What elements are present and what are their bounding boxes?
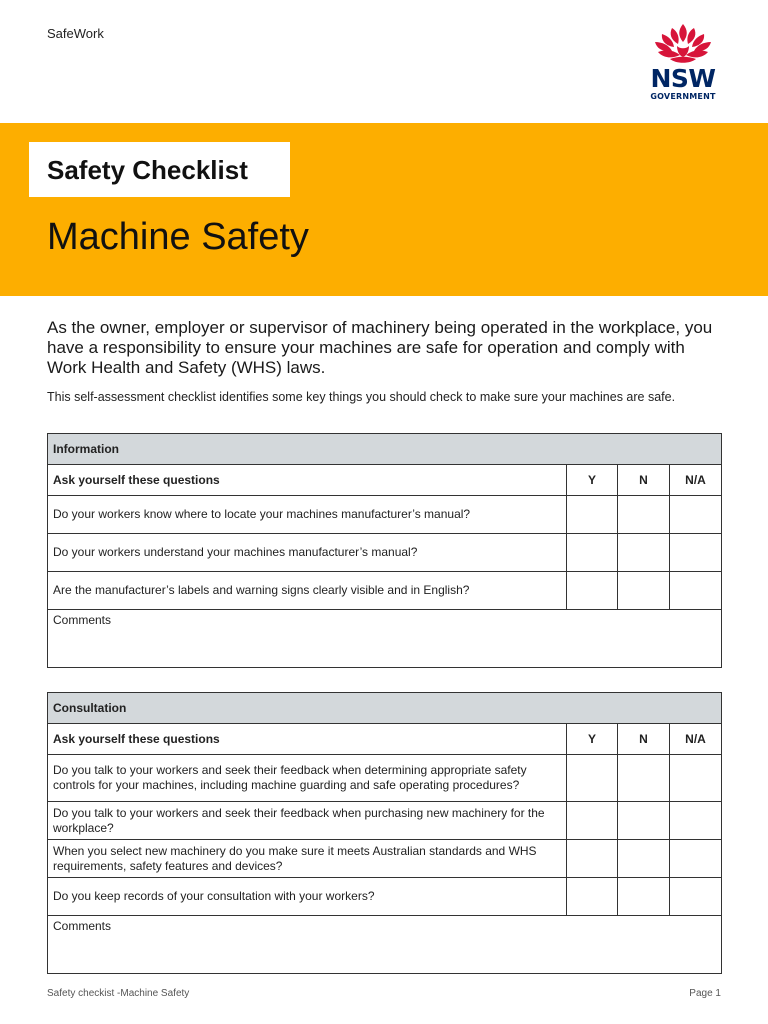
- nsw-government-logo: [644, 22, 722, 104]
- section-title: Consultation: [48, 693, 722, 724]
- answer-yes-cell[interactable]: [567, 840, 618, 878]
- consultation-checklist-table: [47, 692, 722, 974]
- waratah-icon: [644, 22, 722, 68]
- question-text: Do you talk to your workers and seek their feedback when determining appropriate safety controls for your machines, including machine guarding and safe operating procedures?: [48, 755, 567, 802]
- answer-no-cell[interactable]: [618, 802, 670, 840]
- col-na-header: N/A: [670, 724, 722, 755]
- answer-yes-cell[interactable]: [567, 496, 618, 534]
- comments-field[interactable]: [48, 916, 722, 974]
- col-no-header: N: [618, 724, 670, 755]
- question-text: When you select new machinery do you make sure it meets Australian standards and WHS requirements, safety features and devices?: [48, 840, 567, 878]
- intro-sub: This self-assessment checklist identifies some key things you should check to make sure your machines are safe.: [47, 390, 676, 404]
- document-type-tag: Safety Checklist: [29, 142, 290, 197]
- answer-na-cell[interactable]: [670, 840, 722, 878]
- questions-header: Ask yourself these questions: [48, 465, 567, 496]
- question-text: Do your workers understand your machines manufacturer’s manual?: [48, 534, 567, 572]
- title-banner: [0, 123, 768, 296]
- logo-government-text: GOVERNMENT: [650, 92, 716, 101]
- page-title: Machine Safety: [47, 216, 309, 258]
- col-yes-header: Y: [567, 465, 618, 496]
- answer-yes-cell[interactable]: [567, 755, 618, 802]
- comments-field[interactable]: [48, 610, 722, 668]
- question-text: Are the manufacturer’s labels and warning signs clearly visible and in English?: [48, 572, 567, 610]
- answer-yes-cell[interactable]: [567, 802, 618, 840]
- answer-na-cell[interactable]: [670, 878, 722, 916]
- answer-no-cell[interactable]: [618, 840, 670, 878]
- answer-na-cell[interactable]: [670, 572, 722, 610]
- question-text: Do you talk to your workers and seek their feedback when purchasing new machinery for the workplace?: [48, 802, 567, 840]
- answer-yes-cell[interactable]: [567, 572, 618, 610]
- logo-nsw-text: NSW: [650, 64, 716, 93]
- question-text: Do your workers know where to locate your machines manufacturer’s manual?: [48, 496, 567, 534]
- col-na-header: N/A: [670, 465, 722, 496]
- answer-yes-cell[interactable]: [567, 878, 618, 916]
- org-name: SafeWork: [47, 26, 104, 41]
- answer-no-cell[interactable]: [618, 878, 670, 916]
- answer-no-cell[interactable]: [618, 496, 670, 534]
- answer-no-cell[interactable]: [618, 572, 670, 610]
- question-text: Do you keep records of your consultation with your workers?: [48, 878, 567, 916]
- answer-no-cell[interactable]: [618, 755, 670, 802]
- comments-label: Comments: [53, 919, 112, 933]
- answer-na-cell[interactable]: [670, 802, 722, 840]
- footer-page-number: Page 1: [689, 988, 721, 999]
- footer-document-name: Safety checkist -Machine Safety: [47, 988, 190, 999]
- col-yes-header: Y: [567, 724, 618, 755]
- section-title: Information: [48, 434, 722, 465]
- information-checklist-table: [47, 433, 722, 668]
- questions-header: Ask yourself these questions: [48, 724, 567, 755]
- answer-no-cell[interactable]: [618, 534, 670, 572]
- intro-lead: As the owner, employer or supervisor of machinery being operated in the workplace, you have a responsibility to ensure your machines are safe for operation and comply with Work Health and Safety (WHS) laws.: [47, 318, 713, 377]
- answer-na-cell[interactable]: [670, 496, 722, 534]
- comments-label: Comments: [53, 613, 112, 627]
- col-no-header: N: [618, 465, 670, 496]
- answer-yes-cell[interactable]: [567, 534, 618, 572]
- answer-na-cell[interactable]: [670, 534, 722, 572]
- answer-na-cell[interactable]: [670, 755, 722, 802]
